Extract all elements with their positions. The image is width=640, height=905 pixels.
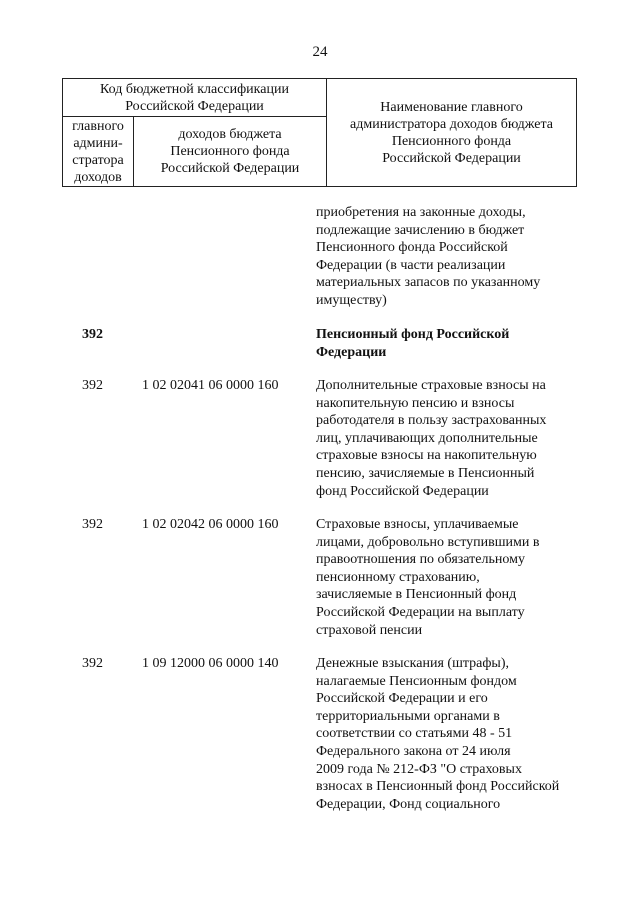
header-line: Код бюджетной классификации [100, 81, 289, 97]
description-line: Денежные взыскания (штрафы), [316, 656, 509, 671]
description-line: лиц, уплачивающих дополнительные [316, 430, 538, 446]
header-line: стратора [72, 152, 124, 168]
header-line: админи- [73, 135, 123, 151]
page-number: 24 [312, 44, 328, 60]
description-line: приобретения на законные доходы, [316, 205, 526, 220]
description-line: 2009 года № 212-ФЗ "О страховых [316, 761, 522, 777]
description-line: взносах в Пенсионный фонд Российской [316, 779, 560, 795]
description-line: материальных запасов по указанному [316, 275, 541, 291]
description-line: пенсию, зачисляемые в Пенсионный [316, 465, 535, 481]
description-line: соответствии со статьями 48 - 51 [316, 726, 513, 742]
row-description [316, 326, 580, 361]
description-line: территориальными органами в [316, 708, 500, 724]
row-description [316, 377, 580, 500]
row-description [316, 204, 580, 310]
header-line: доходов бюджета [178, 127, 282, 142]
row-budget-code: 1 02 02041 06 0000 160 [142, 378, 279, 393]
row-admin-code: 392 [82, 656, 103, 671]
main-administrator-header [63, 117, 134, 187]
header-line: Российской Федерации [160, 161, 300, 176]
description-line: Федерации, Фонд социального [316, 796, 501, 812]
row-description [316, 516, 580, 639]
row-budget-code: 1 09 12000 06 0000 140 [142, 656, 279, 671]
description-line: налагаемые Пенсионным фондом [316, 673, 517, 689]
row-admin-code: 392 [82, 327, 103, 342]
header-line: Наименование главного [380, 99, 523, 115]
description-line: страховой пенсии [316, 622, 423, 638]
row-admin-code: 392 [82, 517, 103, 532]
description-line: Дополнительные страховые взносы на [316, 378, 546, 393]
description-line: правоотношения по обязательному [316, 552, 525, 568]
header-line: Российской Федерации [125, 98, 264, 114]
description-line: подлежащие зачислению в бюджет [316, 222, 525, 238]
description-line: лицами, добровольно вступившими в [316, 534, 540, 550]
row-description [316, 655, 580, 813]
income-code-header [134, 117, 327, 187]
description-line: накопительную пенсию и взносы [316, 395, 515, 411]
description-line: Страховые взносы, уплачиваемые [316, 517, 519, 532]
header-line: Пенсионного фонда [391, 133, 512, 149]
description-line: Федерации [316, 344, 387, 360]
description-line: Пенсионный фонд Российской [316, 327, 510, 342]
description-line: Российской Федерации и его [316, 691, 488, 707]
header-line: Пенсионного фонда [170, 144, 290, 159]
description-line: пенсионному страхованию, [316, 569, 480, 585]
budget-code-group-header [63, 79, 327, 117]
administrator-name-header [327, 79, 577, 187]
description-line: страховые взносы на накопительную [316, 448, 537, 464]
description-line: имуществу) [316, 292, 387, 308]
classification-header-table [62, 78, 577, 187]
description-line: Пенсионного фонда Российской [316, 240, 508, 256]
description-line: работодателя в пользу застрахованных [316, 413, 547, 429]
description-line: зачисляемые в Пенсионный фонд [316, 587, 517, 603]
row-admin-code: 392 [82, 378, 103, 393]
header-line: главного [72, 118, 124, 134]
header-line: доходов [74, 169, 122, 185]
description-line: Федерального закона от 24 июля [316, 743, 511, 759]
row-budget-code: 1 02 02042 06 0000 160 [142, 517, 279, 532]
header-line: Российской Федерации [382, 150, 521, 166]
description-line: Федерации (в части реализации [316, 257, 506, 273]
header-line: администратора доходов бюджета [350, 116, 553, 132]
description-line: фонд Российской Федерации [316, 483, 489, 499]
description-line: Российской Федерации на выплату [316, 604, 525, 620]
